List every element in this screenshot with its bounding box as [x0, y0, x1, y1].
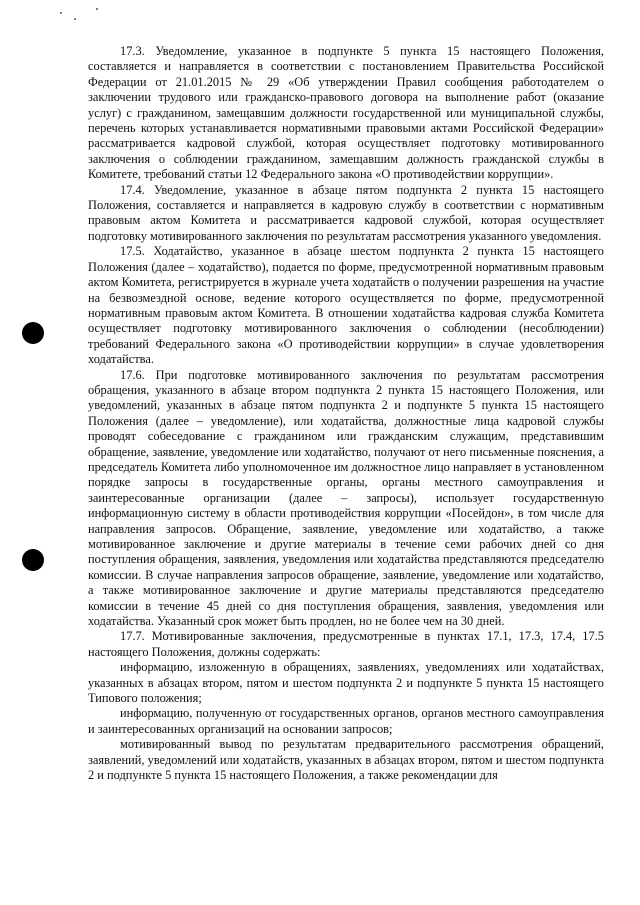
paragraph-17-3: 17.3. Уведомление, указанное в подпункте 5 пункта 15 настоящего Положения, составляется и направляется в соответствии с постановлением Правительства Российской Федерации от 21.01.2015 № 29 «Об утверждении Правил сообщения работодателем о заключении трудового или гражданско-правового договора на выполнение работ (оказание услуг) с гражданином, замещавшим должности государственной или муниципальной службы, перечень которых устанавливается нормативными правовыми актами Российской Федерации» рассматривается кадровой службой, которая осуществляет подготовку мотивированного заключения о соблюдении гражданином, замещавшим должность гражданской службы в Комитете, требований статьи 12 Федерального закона «О противодействии коррупции». [88, 44, 604, 182]
paragraph-17-4: 17.4. Уведомление, указанное в абзаце пятом подпункта 2 пункта 15 настоящего Положения, составляется и направляется в кадровую службу в соответствии с нормативным правовым актом Комитета и рассматривается кадровой службой, которая осуществляет подготовку мотивированного заключения по результатам рассмотрения указанного уведомления. [88, 182, 604, 243]
document-body [88, 44, 604, 784]
punch-hole-top [22, 322, 44, 344]
punch-hole-bottom [22, 549, 44, 571]
paragraph-17-7: 17.7. Мотивированные заключения, предусмотренные в пунктах 17.1, 17.3, 17.4, 17.5 настоящего Положения, должны содержать: [88, 629, 604, 659]
scan-speck [74, 18, 76, 20]
paragraph-17-6: 17.6. При подготовке мотивированного заключения по результатам рассмотрения обращения, указанного в абзаце втором подпункта 2 пункта 15 настоящего Положения, или уведомлений, указанных в абзаце пятом подпункта 2 и подпункте 5 пункта 15 настоящего Положения (далее – уведомление), или ходатайства, должностные лица кадровой службы проводят собеседование с гражданином или гражданским служащим, представившим обращение, заявление, уведомление или ходатайство, получают от него письменные пояснения, а председатель Комитета либо уполномоченное им должностное лицо направляет в установленном порядке запросы в государственные органы, органы местного самоуправления и заинтересованные организации (далее – запросы), использует государственную информационную систему в области противодействия коррупции «Посейдон», в том числе для направления запросов. Обращение, заявление, уведомление или ходатайство, а также мотивированное заключение и другие материалы в течение семи рабочих дней со дня поступления обращения, заявления, уведомления или ходатайства представляются председателю комиссии. В случае направления запросов обращение, заявление, уведомление или ходатайство, а также мотивированное заключение и другие материалы представляются председателю комиссии в течение 45 дней со дня поступления обращения, заявления, уведомления или ходатайства. Указанный срок может быть продлен, но не более чем на 30 дней. [88, 367, 604, 629]
scan-speck [60, 12, 62, 14]
list-item-information: информацию, изложенную в обращениях, заявлениях, уведомлениях или ходатайствах, указанных в абзацах втором, пятом и шестом подпункта 2 и подпункте 5 пункта 15 настоящего Типового положения; [88, 660, 604, 706]
paragraph-17-5: 17.5. Ходатайство, указанное в абзаце шестом подпункта 2 пункта 15 настоящего Положения (далее – ходатайство), подается по форме, предусмотренной нормативным правовым актом Комитета, регистрируется в журнале учета ходатайств о получении разрешения на участие на безвозмездной основе, ведение которого осуществляется по форме, предусмотренной нормативным правовым актом Комитета. В отношении ходатайства кадровая служба Комитета осуществляет подготовку мотивированного заключения о соблюдении (несоблюдении) требований Федерального закона «О противодействии коррупции» в случае удовлетворения ходатайства. [88, 244, 604, 367]
list-item-motivated-conclusion: мотивированный вывод по результатам предварительного рассмотрения обращений, заявлений, уведомлений или ходатайств, указанных в абзацах втором, пятом и шестом подпункта 2 и подпункте 5 пункта 15 настоящего Положения, а также рекомендации для [88, 737, 604, 783]
list-item-received-information: информацию, полученную от государственных органов, органов местного самоуправления и заинтересованных организаций на основании запросов; [88, 706, 604, 736]
scan-speck [96, 8, 98, 10]
